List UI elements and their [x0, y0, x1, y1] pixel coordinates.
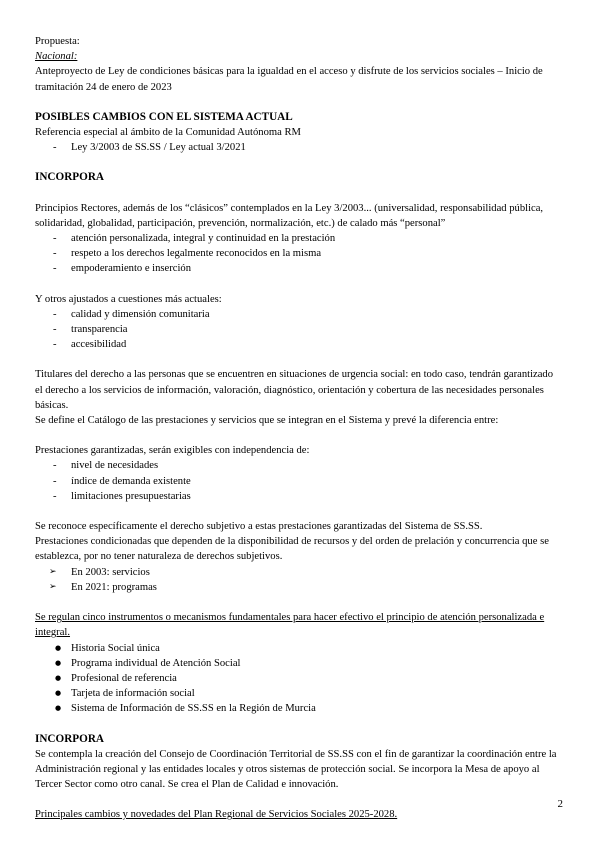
principios-list: [35, 231, 563, 277]
referencia-text: Referencia especial al ámbito de la Comunidad Autónoma RM: [35, 127, 301, 139]
incorpora-heading-2: INCORPORA: [35, 732, 104, 745]
propuesta-label: Propuesta:: [35, 36, 80, 47]
nacional-label: Nacional:: [35, 51, 78, 63]
list-item: - respeto a los derechos legalmente reconocidos en la misma: [35, 246, 563, 261]
list-item: - atención personalizada, integral y continuidad en la prestación: [35, 231, 563, 246]
page-content: [35, 34, 563, 823]
page-number: 2: [557, 798, 563, 810]
list-item: - limitaciones presupuestarias: [35, 489, 563, 504]
cambios-heading: POSIBLES CAMBIOS CON EL SISTEMA ACTUAL: [35, 110, 293, 123]
list-item: ● Sistema de Información de SS.SS en la Región de Murcia: [35, 701, 563, 716]
list-item: ● Profesional de referencia: [35, 671, 563, 686]
otros-text: Y otros ajustados a cuestiones más actuales:: [35, 293, 222, 305]
reconoce-text: Se reconoce específicamente el derecho subjetivo a estas prestaciones garantizadas del Sistema de SS.SS.: [35, 521, 483, 533]
list-item: ● Historia Social única: [35, 641, 563, 656]
plan-heading: Principales cambios y novedades del Plan Regional de Servicios Sociales 2025-2028.: [35, 809, 398, 821]
list-item: - nivel de necesidades: [35, 458, 563, 473]
incorpora-heading: INCORPORA: [35, 171, 104, 184]
list-item: ➢ En 2003: servicios: [35, 565, 563, 580]
list-item: ● Programa individual de Atención Social: [35, 656, 563, 671]
list-item: ➢ En 2021: programas: [35, 580, 563, 595]
titulares-text: Titulares del derecho a las personas que se encuentren en situaciones de urgencia social: en todo caso, tendrán garantizado el derecho a los servicios de información, valoración, diagnóstico, orientación y cobertura de las necesidades personales básicas.: [35, 369, 554, 411]
list-item: - Ley 3/2003 de SS.SS / Ley actual 3/2021: [35, 140, 563, 155]
list-item: - índice de demanda existente: [35, 474, 563, 489]
otros-list: [35, 307, 563, 353]
list-item: - transparencia: [35, 322, 563, 337]
garantizadas-list: [35, 458, 563, 504]
condicionadas-text: Prestaciones condicionadas que dependen de la disponibilidad de recursos y del orden de prelación y concurrencia que se establezca, por no tener naturaleza de derechos subjetivos.: [35, 536, 549, 563]
cambios-list: [35, 140, 563, 155]
principios-text: Principios Rectores, además de los “clásicos” contemplados en la Ley 3/2003... (universalidad, responsabilidad pública, solidaridad, globalidad, participación, prevención, normalización, etc.) de calado más “personal”: [35, 202, 544, 229]
garantizadas-text: Prestaciones garantizadas, serán exigibles con independencia de:: [35, 445, 310, 457]
list-item: - empoderamiento e inserción: [35, 261, 563, 276]
list-item: ● Tarjeta de información social: [35, 686, 563, 701]
list-item: - accesibilidad: [35, 337, 563, 352]
list-item: - calidad y dimensión comunitaria: [35, 307, 563, 322]
instrumentos-heading: Se regulan cinco instrumentos o mecanismos fundamentales para hacer efectivo el principio de atención personalizada e integral.: [35, 612, 545, 639]
anteproyecto-text: Anteproyecto de Ley de condiciones básicas para la igualdad en el acceso y disfrute de los servicios sociales – Inicio de tramitación 24 de enero de 2023: [35, 66, 543, 93]
consejo-text: Se contempla la creación del Consejo de Coordinación Territorial de SS.SS con el fin de garantizar la coordinación entre la Administración regional y las entidades locales y otros sistemas de protección social. Se incorpora la Mesa de apoyo al Tercer Sector como otro canal. Se crea el Plan de Calidad e innovación.: [35, 748, 557, 791]
condicionadas-list: [35, 565, 563, 595]
instrumentos-list: [35, 641, 563, 717]
catalogo-text: Se define el Catálogo de las prestaciones y servicios que se integran en el Sistema y prevé la diferencia entre:: [35, 415, 499, 427]
